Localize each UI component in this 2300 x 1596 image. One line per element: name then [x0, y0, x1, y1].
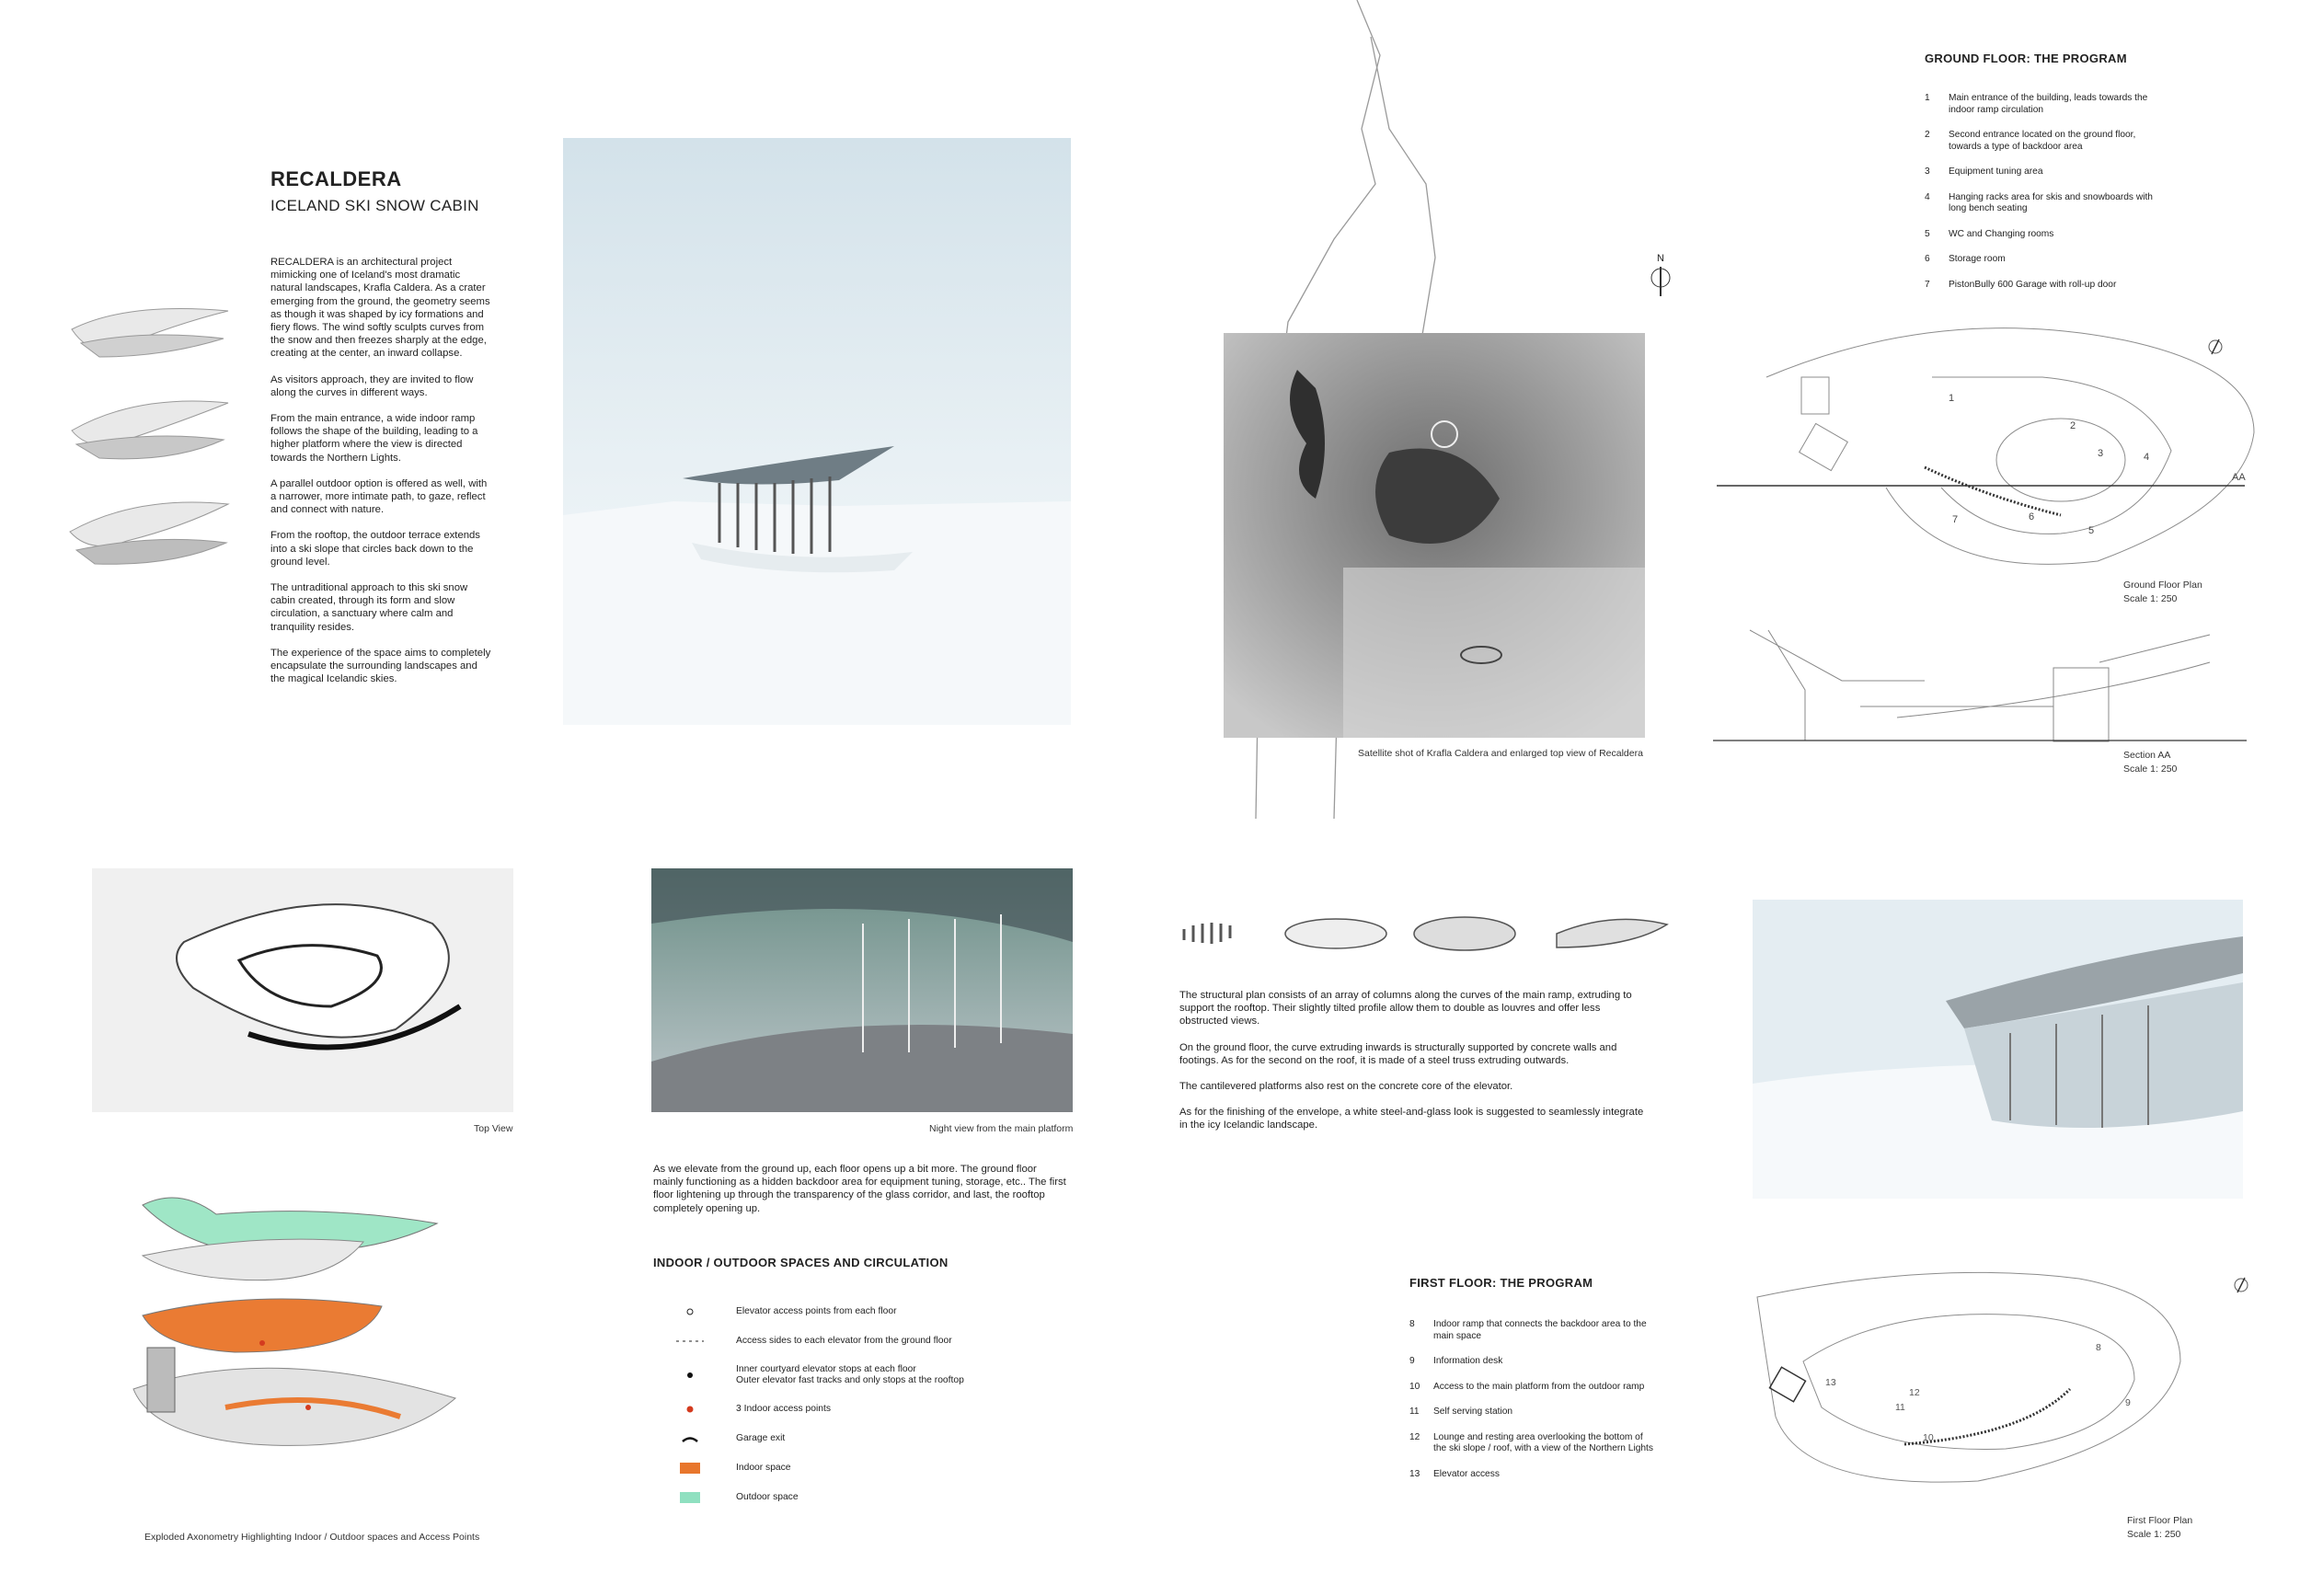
- legend-text: Access sides to each elevator from the ground floor: [736, 1335, 952, 1346]
- list-item: [1409, 1407, 1654, 1418]
- legend-text: Garage exit: [736, 1432, 786, 1443]
- structure-paragraph: As for the finishing of the envelope, a white steel-and-glass look is suggested to seamlessly integrate in the icy Icelandic landscape.: [1179, 1107, 1644, 1131]
- night-view-caption: Night view from the main platform: [929, 1123, 1074, 1134]
- dash-line-icon: [676, 1338, 704, 1344]
- legend-text: Inner courtyard elevator stops at each floor Outer elevator fast tracks and only stops at the rooftop: [736, 1363, 964, 1385]
- legend-heading: INDOOR / OUTDOOR SPACES AND CIRCULATION: [653, 1256, 949, 1269]
- list-item: [1409, 1319, 1654, 1342]
- plan-label: 4: [2144, 452, 2150, 463]
- legend-item: [644, 1461, 975, 1475]
- item-number: 12: [1409, 1431, 1420, 1442]
- first-floor-program-list: [1409, 1319, 1654, 1494]
- north-arrow-icon: [2232, 1274, 2250, 1296]
- ground-floor-plan-drawing: [1711, 322, 2263, 589]
- item-text: Indoor ramp that connects the backdoor area to the main space: [1433, 1319, 1647, 1341]
- list-item: [1925, 93, 2169, 116]
- first-floor-heading: FIRST FLOOR: THE PROGRAM: [1409, 1276, 1593, 1290]
- list-item: [1409, 1469, 1654, 1481]
- north-arrow-icon: [1649, 265, 1673, 302]
- list-item: [1409, 1382, 1654, 1394]
- intro-paragraph: The untraditional approach to this ski snow cabin created, through its form and slow circulation, a sanctuary where calm and tranquility resides.: [270, 582, 468, 633]
- item-text: Second entrance located on the ground floor, towards a type of backdoor area: [1949, 130, 2136, 152]
- item-text: Self serving station: [1433, 1407, 1513, 1417]
- list-item: [1925, 254, 2169, 266]
- list-item: [1925, 280, 2169, 292]
- structure-paragraph: The structural plan consists of an array of columns along the curves of the main ramp, extruding to support the rooftop. Their slightly tilted profile allow them to double as louvres and offer less obstructed views.: [1179, 990, 1632, 1028]
- top-view-render: [92, 868, 513, 1112]
- list-item: [1925, 192, 2169, 215]
- satellite-caption: Satellite shot of Krafla Caldera and enlarged top view of Recaldera: [1358, 748, 1643, 759]
- item-number: 5: [1925, 228, 1930, 239]
- item-text: WC and Changing rooms: [1949, 228, 2054, 239]
- intro-paragraph: From the rooftop, the outdoor terrace extends into a ski slope that circles back down to the ground level.: [270, 530, 480, 568]
- structure-paragraph: The cantilevered platforms also rest on the concrete core of the elevator.: [1179, 1081, 1513, 1093]
- plan-label: 5: [2088, 525, 2095, 536]
- structure-text: [1179, 989, 1649, 1145]
- plan-label: 13: [1825, 1377, 1836, 1388]
- exploded-axonometry-drawing: [87, 1177, 492, 1481]
- exterior-render-image: [1753, 900, 2243, 1199]
- arc-icon: [681, 1435, 699, 1442]
- legend-item: [644, 1431, 975, 1446]
- indoor-swatch-icon: [680, 1463, 700, 1474]
- section-marker: AA: [2232, 472, 2246, 483]
- plan-label: 12: [1909, 1387, 1920, 1398]
- legend-text: Elevator access points from each floor: [736, 1305, 897, 1316]
- project-title: RECALDERA: [270, 167, 402, 190]
- item-number: 4: [1925, 191, 1930, 202]
- item-text: Main entrance of the building, leads towards the indoor ramp circulation: [1949, 93, 2148, 115]
- plan-label: 1: [1949, 393, 1955, 404]
- north-label: N: [1657, 253, 1664, 264]
- item-number: 7: [1925, 279, 1930, 290]
- circulation-text: As we elevate from the ground up, each floor opens up a bit more. The ground floor mainly functioning as a hidden backdoor area for equipment tuning, storage, etc.. The first floor lightening up through the transparency of the glass corridor, and last, the rooftop completely opening up.: [653, 1164, 1066, 1214]
- item-number: 3: [1925, 166, 1930, 177]
- plan-label: 3: [2098, 448, 2104, 459]
- dot-red-icon: [685, 1405, 695, 1414]
- exploded-caption: Exploded Axonometry Highlighting Indoor / Outdoor spaces and Access Points: [144, 1532, 480, 1543]
- first-plan-scale: Scale 1: 250: [2127, 1529, 2181, 1540]
- legend-item: [644, 1304, 975, 1319]
- plan-label: 10: [1923, 1432, 1934, 1443]
- item-number: 13: [1409, 1468, 1420, 1479]
- intro-paragraph: The experience of the space aims to completely encapsulate the surrounding landscapes and the magical Icelandic skies.: [270, 647, 491, 685]
- plan-label: 7: [1952, 514, 1959, 525]
- list-item: [1925, 166, 2169, 178]
- item-text: Storage room: [1949, 254, 2006, 264]
- list-item: [1409, 1356, 1654, 1368]
- form-evolution-diagram: [63, 293, 237, 578]
- legend-item: [644, 1334, 975, 1349]
- night-view-render: [651, 868, 1073, 1112]
- legend-item: [644, 1402, 975, 1417]
- legend: [644, 1304, 975, 1520]
- plan-label: 2: [2070, 420, 2076, 431]
- ground-plan-title: Ground Floor Plan: [2123, 580, 2202, 591]
- section-aa-drawing: [1713, 626, 2256, 754]
- north-arrow-icon: [2206, 336, 2225, 358]
- item-text: Equipment tuning area: [1949, 166, 2043, 177]
- plan-label: 11: [1895, 1402, 1905, 1413]
- intro-text: [270, 256, 491, 698]
- legend-text: 3 Indoor access points: [736, 1403, 832, 1414]
- top-view-caption: Top View: [474, 1123, 513, 1134]
- item-text: Lounge and resting area overlooking the bottom of the ski slope / roof, with a view of the Northern Lights: [1433, 1431, 1653, 1453]
- legend-item: [644, 1363, 975, 1387]
- list-item: [1925, 229, 2169, 241]
- legend-item: [644, 1490, 975, 1505]
- item-text: Elevator access: [1433, 1468, 1500, 1479]
- circle-open-icon: [684, 1306, 696, 1317]
- hero-render-image: [563, 138, 1071, 725]
- item-number: 11: [1409, 1407, 1420, 1417]
- outdoor-swatch-icon: [680, 1492, 700, 1503]
- legend-text: Outdoor space: [736, 1491, 799, 1502]
- item-number: 10: [1409, 1381, 1420, 1392]
- intro-paragraph: As visitors approach, they are invited to flow along the curves in different ways.: [270, 373, 474, 398]
- intro-paragraph: A parallel outdoor option is offered as well, with a narrower, more intimate path, to gaze, reflect and connect with nature.: [270, 477, 488, 516]
- item-text: Information desk: [1433, 1356, 1503, 1366]
- plan-label: 9: [2125, 1397, 2131, 1408]
- item-text: Access to the main platform from the outdoor ramp: [1433, 1381, 1645, 1392]
- item-number: 8: [1409, 1319, 1415, 1329]
- section-scale: Scale 1: 250: [2123, 764, 2178, 775]
- list-item: [1409, 1432, 1654, 1455]
- structure-paragraph: On the ground floor, the curve extruding inwards is structurally supported by concrete walls and footings. As for the second on the roof, it is made of a steel truss extruding outwards.: [1179, 1041, 1617, 1066]
- ground-floor-program-list: [1925, 93, 2169, 304]
- item-number: 1: [1925, 93, 1930, 103]
- project-subtitle: ICELAND SKI SNOW CABIN: [270, 197, 479, 214]
- section-title: Section AA: [2123, 750, 2171, 761]
- item-number: 9: [1409, 1356, 1415, 1366]
- dot-black-icon: [685, 1371, 695, 1380]
- item-number: 2: [1925, 130, 1930, 140]
- first-plan-title: First Floor Plan: [2127, 1515, 2193, 1526]
- plan-label: 6: [2029, 511, 2035, 522]
- item-text: Hanging racks area for skis and snowboards with long bench seating: [1949, 191, 2153, 213]
- intro-paragraph: RECALDERA is an architectural project mimicking one of Iceland's most dramatic natural landscapes, Krafla Caldera. As a crater emerging from the ground, the geometry seems as though it was shaped by icy formations and fiery flows. The wind softly sculpts curves from the snow and then freezes sharply at the edge, creating at the center, an inward collapse.: [270, 257, 490, 360]
- intro-paragraph: From the main entrance, a wide indoor ramp follows the shape of the building, leading to a higher platform where the view is directed towards the Northern Lights.: [270, 413, 478, 464]
- structure-diagrams: [1179, 911, 1676, 957]
- legend-text: Indoor space: [736, 1462, 791, 1473]
- ground-floor-heading: GROUND FLOOR: THE PROGRAM: [1925, 52, 2127, 65]
- ground-plan-scale: Scale 1: 250: [2123, 593, 2178, 604]
- satellite-image: [1224, 333, 1645, 738]
- plan-label: 8: [2096, 1342, 2101, 1353]
- item-number: 6: [1925, 254, 1930, 264]
- first-floor-plan-drawing: [1748, 1269, 2208, 1509]
- item-text: PistonBully 600 Garage with roll-up door: [1949, 279, 2117, 290]
- list-item: [1925, 130, 2169, 153]
